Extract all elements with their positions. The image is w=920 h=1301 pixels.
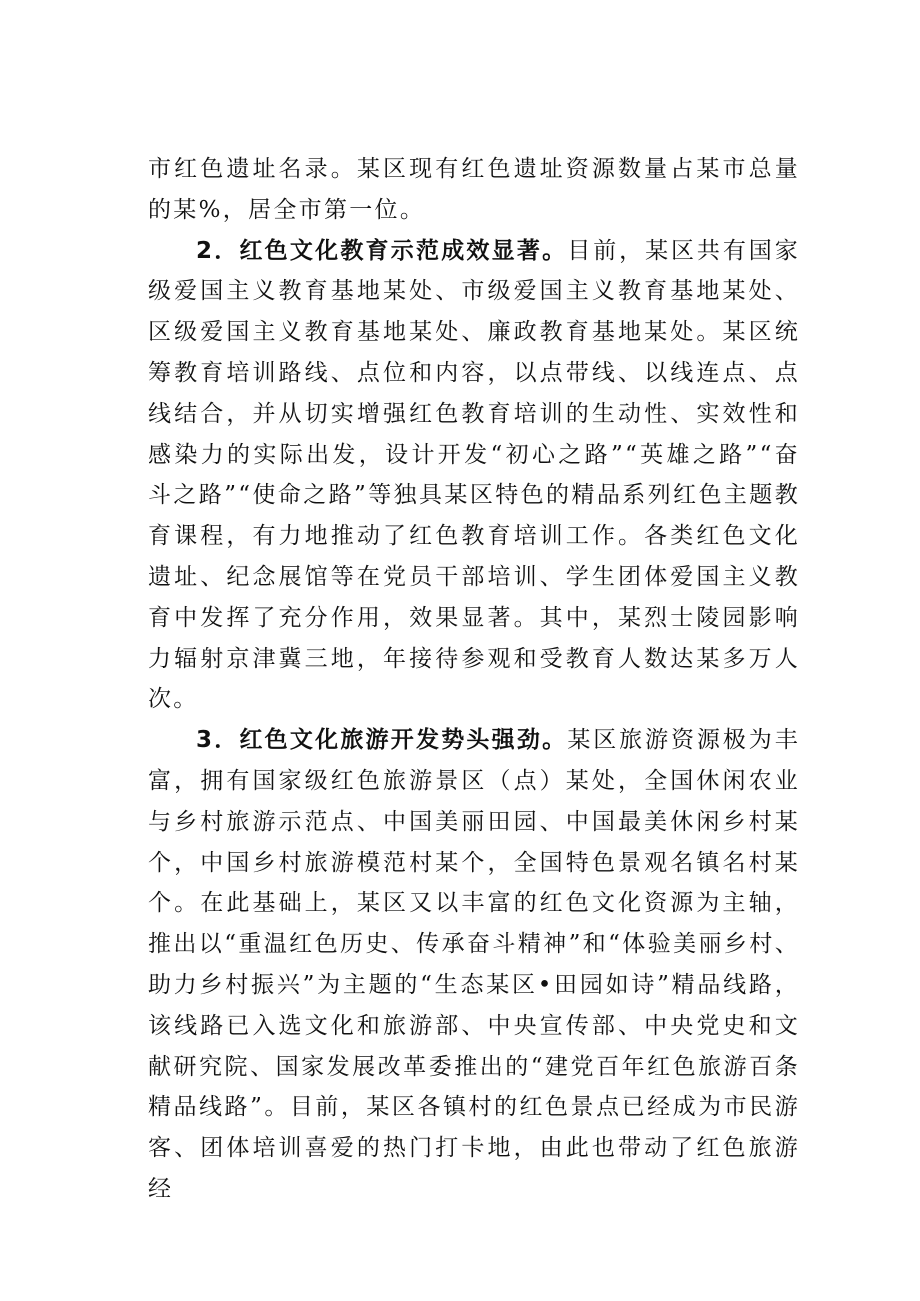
paragraph-tourism [148,720,800,1210]
paragraph-text: 市红色遗址名录。某区现有红色遗址资源数量占某市总量的某%，居全市第一位。 [148,156,800,223]
paragraph-text: 目前，某区共有国家级爱国主义教育基地某处、市级爱国主义教育基地某处、区级爱国主义教育基地某处、廉政教育基地某处。某区统筹教育培训路线、点位和内容，以点带线、以线连点、点线结合，并从切实增强红色教育培训的生动性、实效性和感染力的实际出发，设计开发“初心之路”“英雄之路”“奋斗之路”“使命之路”等独具某区特色的精品系列红色主题教育课程，有力地推动了红色教育培训工作。各类红色文化遗址、纪念展馆等在党员干部培训、学生团体爱国主义教育中发挥了充分作用，效果显著。其中，某烈士陵园影响力辐射京津冀三地，年接待参观和受教育人数达某多万人次。 [148,237,800,713]
paragraph-education [148,231,800,721]
paragraph-site-list [148,149,800,231]
section-heading-education: 2．红色文化教育示范成效显著。 [196,237,568,264]
document-body [148,149,800,1210]
paragraph-text: 某区旅游资源极为丰富，拥有国家级红色旅游景区（点）某处，全国休闲农业与乡村旅游示范点、中国美丽田园、中国最美休闲乡村某个，中国乡村旅游模范村某个，全国特色景观名镇名村某个。在此基础上，某区又以丰富的红色文化资源为主轴，推出以“重温红色历史、传承奋斗精神”和“体验美丽乡村、助力乡村振兴”为主题的“生态某区•田园如诗”精品线路，该线路已入选文化和旅游部、中央宣传部、中央党史和文献研究院、国家发展改革委推出的“建党百年红色旅游百条精品线路”。目前，某区各镇村的红色景点已经成为市民游客、团体培训喜爱的热门打卡地，由此也带动了红色旅游经 [148,727,800,1202]
section-heading-tourism: 3．红色文化旅游开发势头强劲。 [196,727,568,754]
